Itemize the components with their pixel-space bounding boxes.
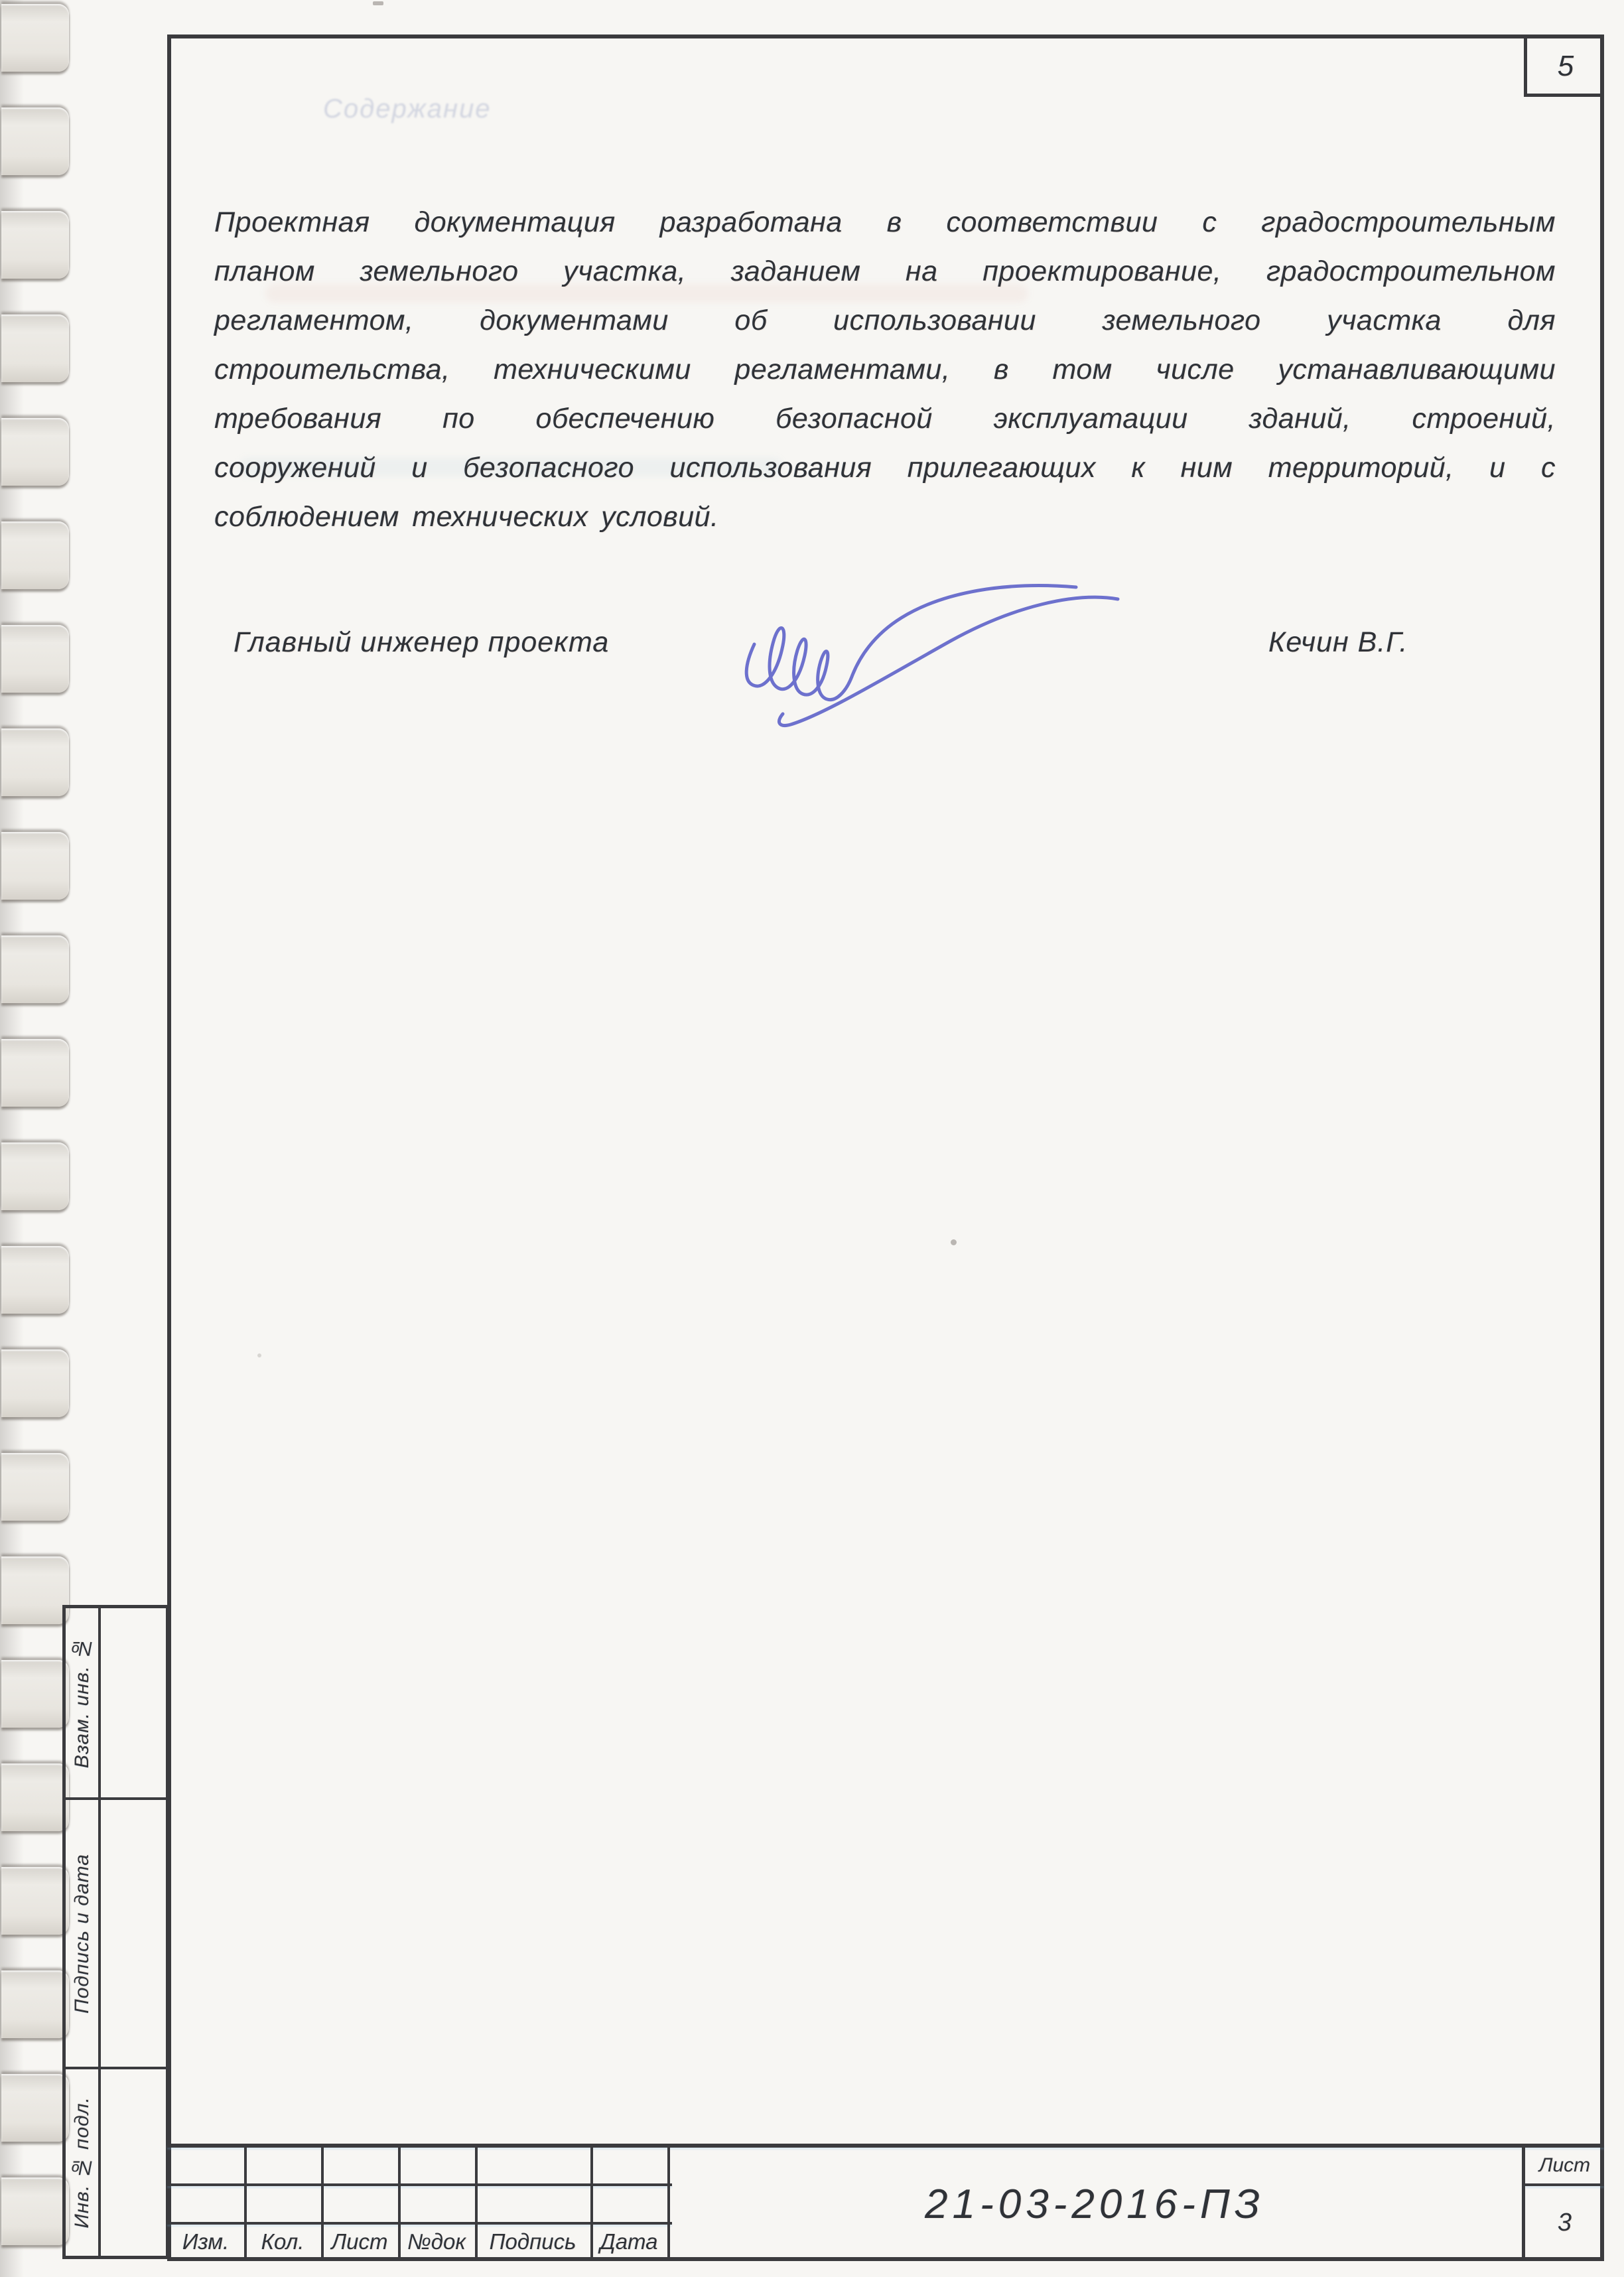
sheet-word-label: Лист [1538, 2154, 1591, 2176]
paper-speck [257, 1353, 261, 1357]
title-block-column-label-kol: Кол. [261, 2229, 304, 2254]
side-stamp-cell-podpis-data [66, 1800, 98, 2067]
spec-paragraph [214, 198, 1556, 541]
title-block-column-label-data: Дата [600, 2229, 658, 2254]
side-stamp-label: Взам. инв. № [70, 1637, 93, 1769]
comb-tooth [1, 1970, 69, 2038]
paragraph-line: Проектная документация разработана в соответствии с градостроительным [214, 206, 1556, 238]
comb-tooth [1, 314, 69, 382]
title-block-column-label-podpis: Подпись [489, 2229, 576, 2254]
side-stamp-cell-inv-podl [66, 2069, 98, 2256]
comb-tooth [1, 1867, 69, 1935]
comb-tooth [1, 1142, 69, 1210]
title-block-column-label-ndok: №док [407, 2229, 466, 2254]
document-number: 21-03-2016-ПЗ [925, 2181, 1264, 2227]
sheet-number-box [1524, 38, 1604, 97]
comb-tooth [1, 521, 69, 589]
signoff-role: Главный инженер проекта [234, 626, 610, 658]
title-block-column-label-list: Лист [331, 2229, 388, 2254]
signoff-name: Кечин В.Г. [1268, 626, 1408, 658]
bleed-through-heading: Содержание [323, 94, 492, 123]
comb-tooth [1, 1556, 69, 1624]
paragraph-line: требования по обеспечению безопасной эксплуатации зданий, строений, [214, 403, 1556, 435]
comb-tooth [1, 728, 69, 796]
comb-tooth [1, 1453, 69, 1521]
side-stamp [62, 1605, 169, 2259]
paper-speck [951, 1239, 957, 1245]
side-stamp-divider [98, 1608, 101, 2256]
side-stamp-label: Подпись и дата [70, 1853, 93, 2014]
paper-speck [373, 1, 383, 5]
paragraph-line: строительства, техническими регламентами, в том числе устанавливающими [214, 354, 1556, 385]
side-stamp-cell-vzam-inv [66, 1608, 98, 1797]
comb-tooth [1, 1246, 69, 1314]
paragraph-line: сооружений и безопасного использования прилегающих к ним территорий, и с [214, 452, 1556, 484]
sheet-number: 3 [1557, 2208, 1572, 2237]
comb-tooth [1, 1763, 69, 1831]
signature-image [713, 559, 1237, 730]
comb-tooth [1, 2177, 69, 2245]
comb-tooth [1, 418, 69, 486]
comb-tooth [1, 832, 69, 900]
paragraph-line: соблюдением технических условий. [214, 501, 719, 533]
title-block-row-line [167, 2183, 672, 2186]
comb-tooth [1, 4, 69, 72]
comb-tooth [1, 1660, 69, 1728]
comb-tooth [1, 2074, 69, 2142]
comb-tooth [1, 1039, 69, 1107]
comb-tooth [1, 107, 69, 175]
side-stamp-label: Инв. № подл. [70, 2097, 93, 2229]
comb-tooth [1, 935, 69, 1003]
top-sheet-number: 5 [1557, 49, 1574, 82]
paragraph-line: регламентом, документами об использовании земельного участка для [214, 305, 1556, 336]
comb-tooth [1, 1349, 69, 1417]
comb-tooth [1, 625, 69, 693]
paragraph-line: планом земельного участка, заданием на проектирование, градостроительном [214, 255, 1556, 287]
comb-tooth [1, 211, 69, 279]
title-block-column-label-izm: Изм. [182, 2229, 230, 2254]
